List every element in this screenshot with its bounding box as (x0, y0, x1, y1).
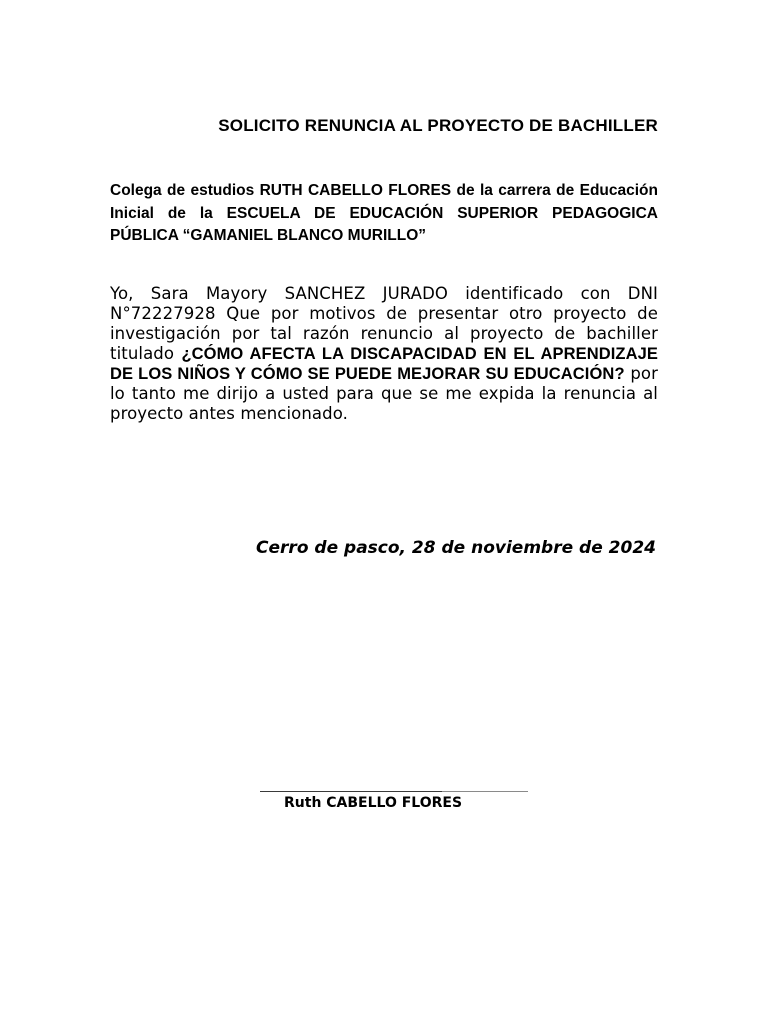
addressee-paragraph: Colega de estudios RUTH CABELLO FLORES de la carrera de Educación Inicial de la ESCUELA DE EDUCACIÓN SUPERIOR PEDAGOGICA PÚBLICA “GAMANIEL BLANCO MURILLO” (110, 182, 658, 244)
place-and-date: Cerro de pasco, 28 de noviembre de 2024 (256, 538, 656, 558)
signature-name: Ruth CABELLO FLORES (284, 795, 463, 811)
document-title: SOLICITO RENUNCIA AL PROYECTO DE BACHILLER (218, 116, 658, 135)
body-paragraph (110, 284, 658, 424)
project-title: ¿CÓMO AFECTA LA DISCAPACIDAD EN EL APRENDIZAJE DE LOS NIÑOS Y CÓMO SE PUEDE MEJORAR SU EDUCACIÓN? (110, 345, 658, 383)
signature-line-stroke (260, 791, 442, 792)
body-text-closing: por lo tanto me dirijo a usted para que se me expida la renuncia al proyecto antes mencionado. (110, 364, 658, 423)
body-text-intro: Yo, Sara Mayory SANCHEZ JURADO identificado con DNI N°72227928 Que por motivos de presentar otro proyecto de investigación por tal razón renuncio al proyecto de bachiller titulado (110, 284, 658, 363)
